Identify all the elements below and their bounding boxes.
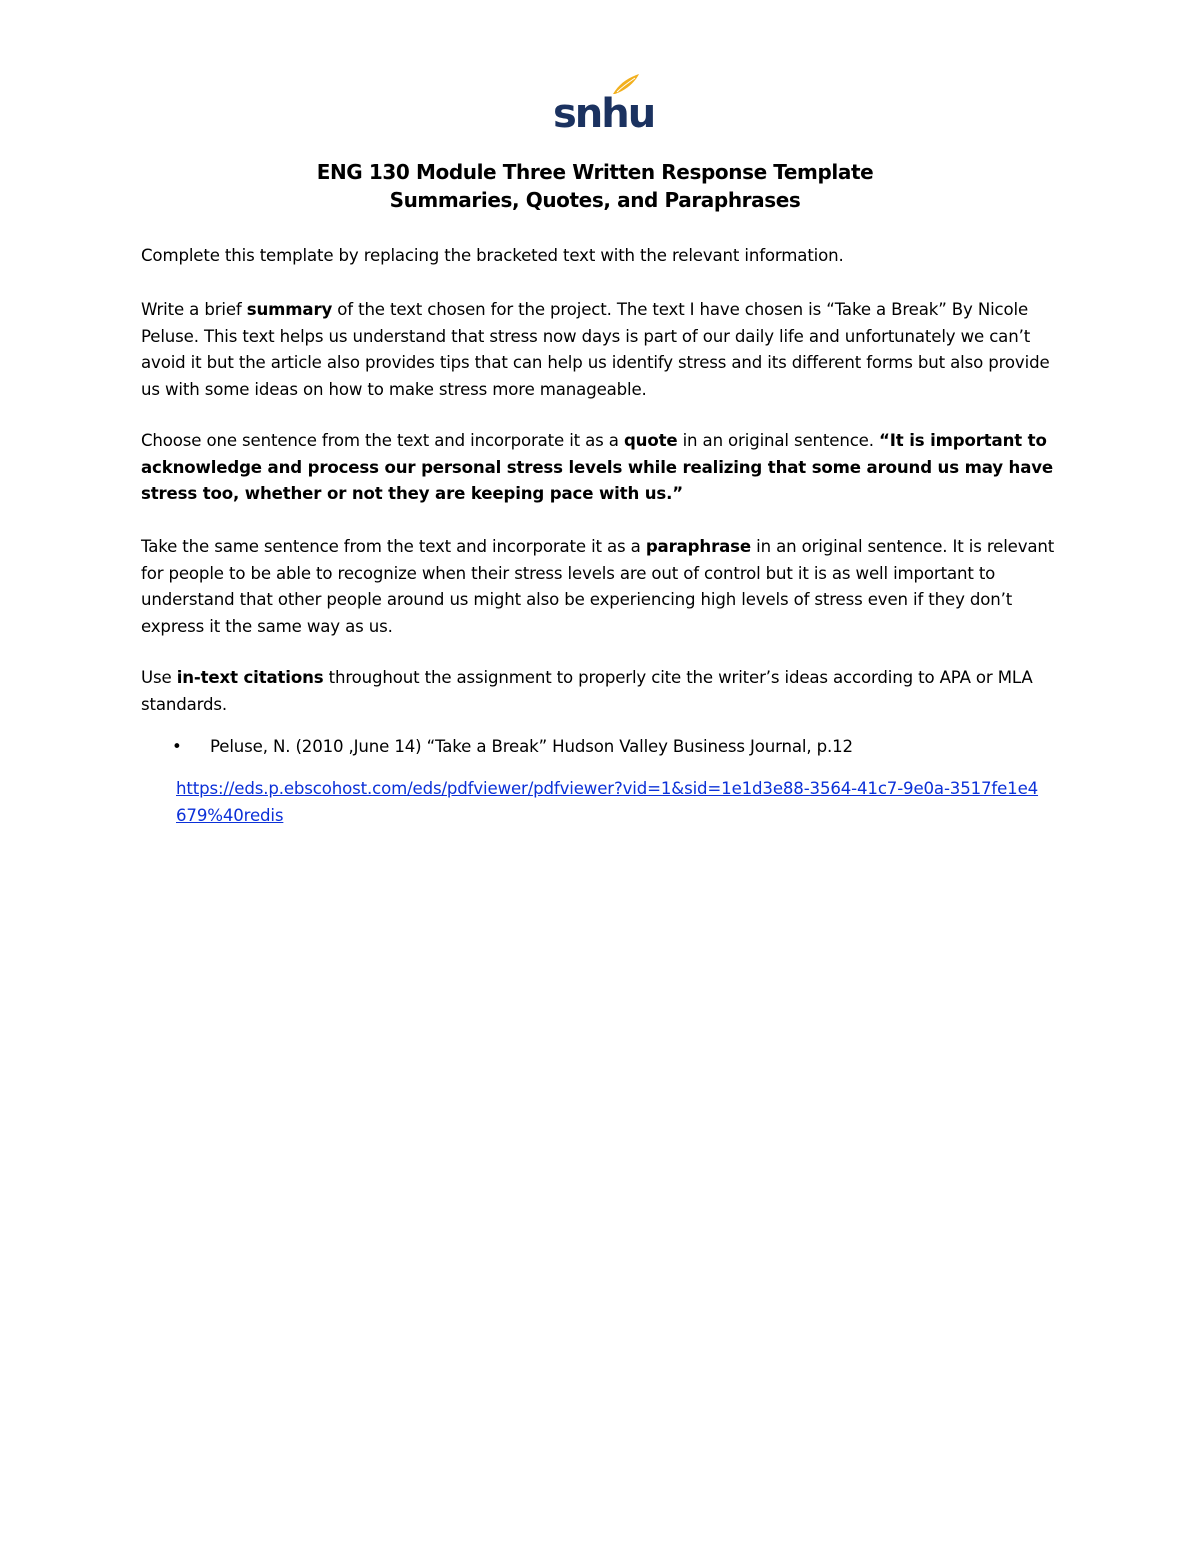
title-line-1: ENG 130 Module Three Written Response Template: [316, 160, 874, 184]
paraphrase-paragraph: [141, 534, 1061, 640]
quote-paragraph: [141, 428, 1061, 508]
summary-prompt-start: Write a brief: [141, 300, 247, 319]
paraphrase-prompt-start: Take the same sentence from the text and incorporate it as a: [141, 537, 646, 556]
bullet-icon: •: [172, 737, 182, 756]
snhu-logo: [553, 72, 655, 137]
document-title: [0, 158, 1190, 214]
summary-response: The text I have chosen is “Take a Break” By Nicole Peluse. This text helps us understand that stress now days is part of our daily life and unfortunately we can’t avoid it but the article also provides tips that can help us identify stress and its different forms but also provide us with some ideas on how to make stress more manageable.: [141, 300, 1050, 399]
summary-prompt-end: of the text chosen for the project.: [332, 300, 612, 319]
logo-wordmark: snhu: [553, 91, 655, 137]
citations-keyword: in-text citations: [176, 668, 324, 687]
reference-text: Peluse, N. (2010 ,June 14) “Take a Break” Hudson Valley Business Journal, p.12: [210, 737, 853, 756]
instructions-paragraph: Complete this template by replacing the bracketed text with the relevant information.: [141, 246, 844, 265]
summary-paragraph: [141, 297, 1061, 403]
quote-prompt-start: Choose one sentence from the text and incorporate it as a: [141, 431, 624, 450]
paraphrase-response: It is relevant for people to be able to recognize when their stress levels are out of control but it is as well important to understand that other people around us might also be experiencing high levels of stress even if they don’t express it the same way as us.: [141, 537, 1055, 636]
citations-prompt-end: throughout the assignment to properly cite the writer’s ideas according to APA or MLA standards.: [141, 668, 1033, 714]
source-url-link[interactable]: https://eds.p.ebscohost.com/eds/pdfviewer/pdfviewer?vid=1&sid=1e1d3e88-3564-41c7-9e0a-3517fe1e4679%40redis: [176, 779, 1039, 825]
citations-paragraph: [141, 665, 1061, 718]
quote-keyword: quote: [623, 431, 678, 450]
paraphrase-keyword: paraphrase: [645, 537, 751, 556]
quote-prompt-end: in an original sentence.: [677, 431, 879, 450]
citations-prompt-start: Use: [141, 668, 177, 687]
title-line-2: Summaries, Quotes, and Paraphrases: [389, 188, 801, 212]
summary-keyword: summary: [246, 300, 333, 319]
quote-response: “It is important to acknowledge and process our personal stress levels while realizing that some around us may have stress too, whether or not they are keeping pace with us.”: [141, 431, 1054, 503]
paraphrase-prompt-end: in an original sentence.: [751, 537, 948, 556]
reference-list-item: [172, 734, 1052, 761]
